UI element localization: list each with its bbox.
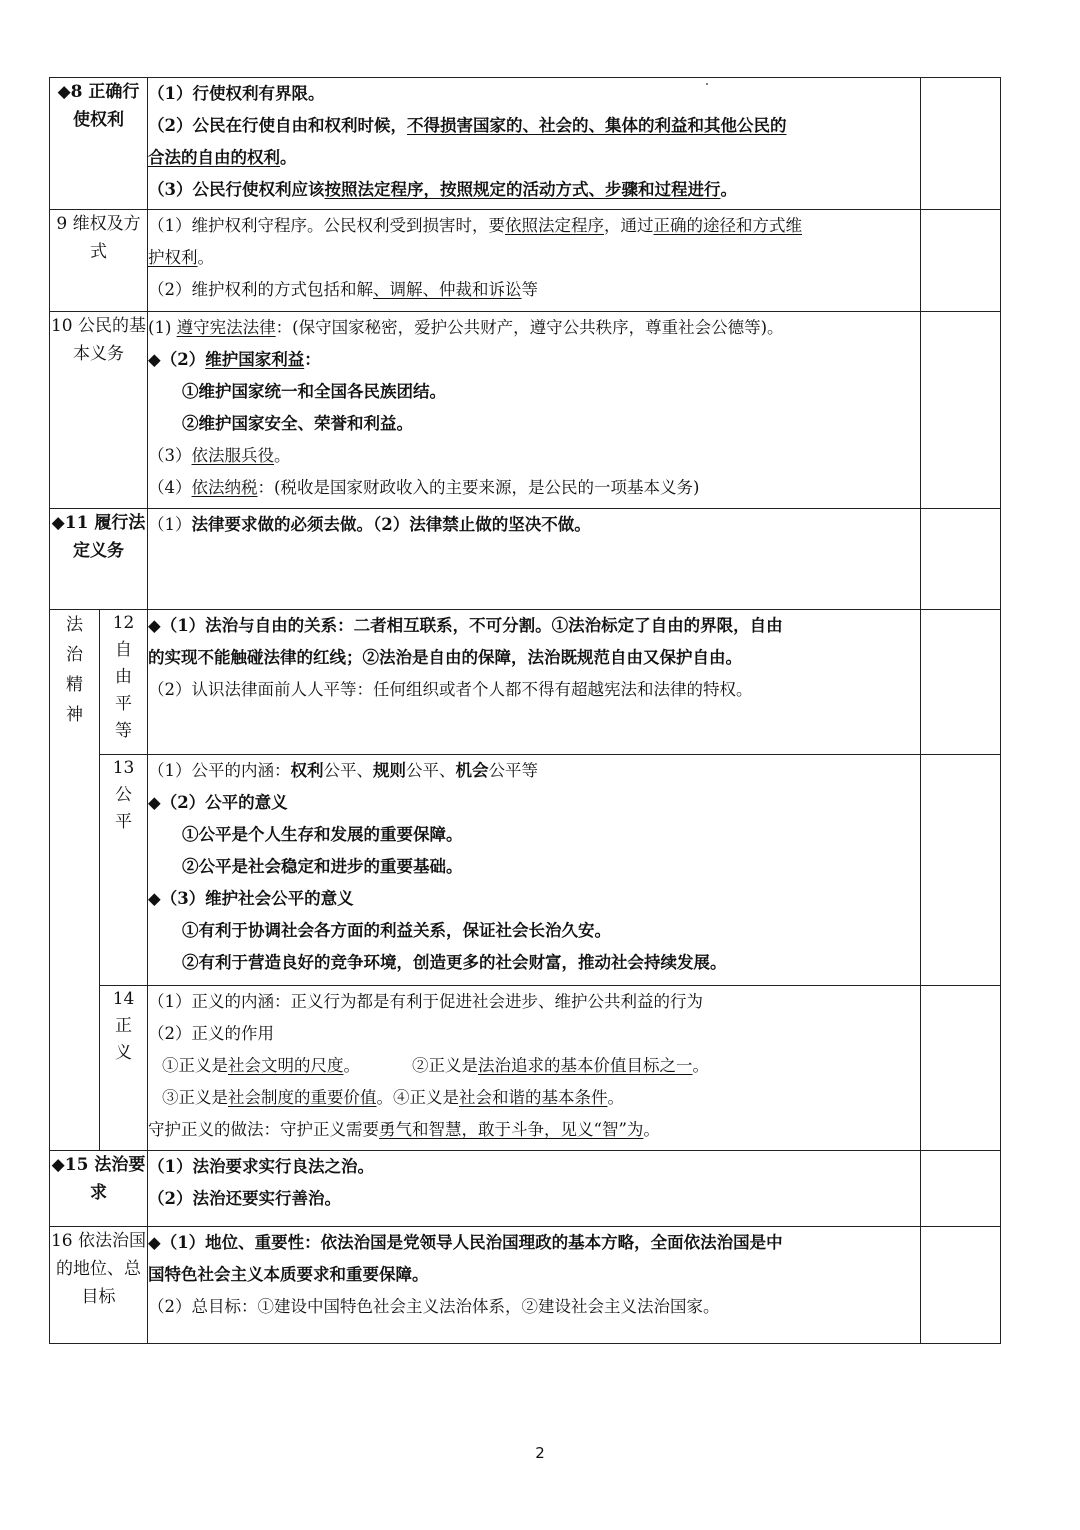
bold-text: 规则	[373, 761, 407, 780]
blank-cell	[921, 210, 1001, 312]
row-content	[148, 986, 921, 1151]
table-row	[50, 610, 1001, 755]
knowledge-table	[49, 77, 1001, 1344]
text-segment: ：(保守国家秘密，爱护公共财产，遵守公共秩序，尊重社会公德等)。	[275, 318, 784, 337]
text-line: ①公平是个人生存和发展的重要保障。	[182, 825, 463, 844]
table-row	[50, 1151, 1001, 1227]
blank-cell	[921, 610, 1001, 755]
table-row	[50, 986, 1001, 1151]
text-segment: 。	[274, 446, 291, 465]
text-segment: （3）公民行使权利应该	[148, 180, 325, 199]
row-content	[148, 610, 921, 755]
text-line: ◆（2）公平的意义	[148, 793, 288, 812]
row-label: ◆8 正确行使权利	[50, 78, 148, 210]
text-line: ②维护国家安全、荣誉和利益。	[182, 414, 414, 433]
group-label: 法治精神	[50, 610, 100, 1151]
underlined-text: 护权利	[148, 248, 198, 267]
row-label: 10 公民的基本义务	[50, 312, 148, 509]
text-segment: (1)	[148, 318, 177, 337]
text-line: （2）正义的作用	[148, 1024, 275, 1043]
text-segment: ：	[304, 350, 321, 369]
underlined-text: 合法的自由的权利	[148, 148, 281, 167]
text-segment: 。	[607, 1088, 625, 1107]
row-content	[148, 509, 921, 610]
text-segment: 。	[197, 248, 215, 267]
row-sublabel: 12 自由平等	[100, 610, 148, 755]
blank-cell	[921, 1151, 1001, 1227]
text-segment: 。	[280, 148, 297, 167]
text-line: ②公平是社会稳定和进步的重要基础。	[182, 857, 463, 876]
table-row	[50, 1227, 1001, 1344]
underlined-text: 遵守宪法法律	[176, 318, 276, 337]
row-content	[148, 1151, 921, 1227]
row-content	[148, 210, 921, 312]
underlined-text: 维护国家利益	[205, 350, 305, 369]
row-label: 9 维权及方式	[50, 210, 148, 312]
row-label: ◆11 履行法定义务	[50, 509, 148, 610]
text-line: （1）正义的内涵：正义行为都是有利于促进社会进步、维护公共利益的行为	[148, 992, 704, 1011]
underlined-text: 勇气和智慧，敢于斗争，见义“智”为	[379, 1120, 644, 1139]
blank-cell	[921, 755, 1001, 986]
underlined-text: 、调解、仲裁和诉讼	[373, 280, 522, 299]
row-content	[148, 312, 921, 509]
text-line: ◆（1）地位、重要性：依法治国是党领导人民治国理政的基本方略，全面依法治国是中	[148, 1233, 783, 1252]
text-line: （2）法治还要实行善治。	[148, 1189, 341, 1208]
text-segment: 公平、	[323, 761, 374, 780]
text-segment: （2）维护权利的方式包括和解	[148, 280, 374, 299]
underlined-text: 社会制度的重要价值	[228, 1088, 377, 1107]
text-segment: 公平、	[406, 761, 456, 780]
text-segment: （1）公平的内涵：	[148, 761, 291, 780]
underlined-text: 社会文明的尺度	[228, 1056, 344, 1075]
text-segment: 。④正义是	[376, 1088, 460, 1107]
blank-cell	[921, 986, 1001, 1151]
underlined-text: 社会和谐的基本条件	[459, 1088, 608, 1107]
text-segment: 守护正义的做法：守护正义需要	[148, 1120, 380, 1139]
text-line: 国特色社会主义本质要求和重要保障。	[148, 1265, 429, 1284]
text-segment: （2）公民在行使自由和权利时候，	[148, 116, 407, 135]
text-line: 的实现不能触碰法律的红线；②法治是自由的保障，法治既规范自由又保护自由。	[148, 648, 743, 667]
page-number: 2	[535, 1444, 545, 1462]
text-segment: 。	[692, 1056, 710, 1075]
underlined-text: 正确的途径和方式维	[653, 216, 803, 235]
bold-text: 权利	[290, 761, 324, 780]
blank-cell	[921, 509, 1001, 610]
table-row	[50, 509, 1001, 610]
text-segment: 公平等	[488, 761, 539, 780]
row-content	[148, 1227, 921, 1344]
row-label: ◆15 法治要求	[50, 1151, 148, 1227]
text-line: ①维护国家统一和全国各民族团结。	[182, 382, 447, 401]
blank-cell	[921, 312, 1001, 509]
text-segment: 。	[343, 1056, 361, 1075]
text-line: （2）总目标：①建设中国特色社会主义法治体系，②建设社会主义法治国家。	[148, 1297, 720, 1316]
row-content	[148, 78, 921, 210]
text-segment: （1）	[148, 515, 192, 534]
text-line: （2）认识法律面前人人平等：任何组织或者个人都不得有超越宪法和法律的特权。	[148, 680, 753, 699]
row-sublabel: 13 公平	[100, 755, 148, 986]
text-segment: ，通过	[604, 216, 654, 235]
text-line: ◆（1）法治与自由的关系：二者相互联系，不可分割。①法治标定了自由的界限，自由	[148, 616, 783, 635]
text-segment: ◆（2）	[148, 350, 206, 369]
text-segment: ②正义是	[412, 1056, 479, 1075]
table-row	[50, 755, 1001, 986]
underlined-text: 按照法定程序，按照规定的活动方式、步骤和过程进行	[324, 180, 721, 199]
text-segment: （1）维护权利守程序。公民权利受到损害时，要	[148, 216, 506, 235]
text-segment: ①正义是	[162, 1056, 229, 1075]
table-row	[50, 78, 1001, 210]
text-segment: 等	[521, 280, 539, 299]
row-label: 16 依法治国的地位、总目标	[50, 1227, 148, 1344]
row-sublabel: 14 正义	[100, 986, 148, 1151]
row-content	[148, 755, 921, 986]
text-segment: ③正义是	[162, 1088, 229, 1107]
text-segment: （3）	[148, 446, 192, 465]
blank-cell	[921, 78, 1001, 210]
text-line: ①有利于协调社会各方面的利益关系，保证社会长治久安。	[182, 921, 612, 940]
text-line: （1）法治要求实行良法之治。	[148, 1157, 374, 1176]
text-segment: 。	[643, 1120, 660, 1139]
underlined-text: 不得损害国家的、社会的、集体的利益和其他公民的	[407, 116, 787, 135]
bold-text: 机会	[455, 761, 489, 780]
underlined-text: 法治追求的基本价值目标之一	[478, 1056, 693, 1075]
underlined-text: 依照法定程序	[505, 216, 605, 235]
text-line: ◆（3）维护社会公平的意义	[148, 889, 354, 908]
underlined-text: 依法服兵役	[191, 446, 275, 465]
bold-text: 法律要求做的必须去做。（2）法律禁止做的坚决不做。	[191, 515, 591, 534]
blank-cell	[921, 1227, 1001, 1344]
text-segment: 。	[720, 180, 737, 199]
text-line: （1）行使权利有界限。	[148, 84, 325, 103]
text-line: ②有利于营造良好的竞争环境，创造更多的社会财富，推动社会持续发展。	[182, 953, 727, 972]
table-row	[50, 312, 1001, 509]
underlined-text: 依法纳税	[191, 478, 258, 497]
table-row	[50, 210, 1001, 312]
text-segment: ：(税收是国家财政收入的主要来源，是公民的一项基本义务)	[257, 478, 700, 497]
text-segment: （4）	[148, 478, 192, 497]
